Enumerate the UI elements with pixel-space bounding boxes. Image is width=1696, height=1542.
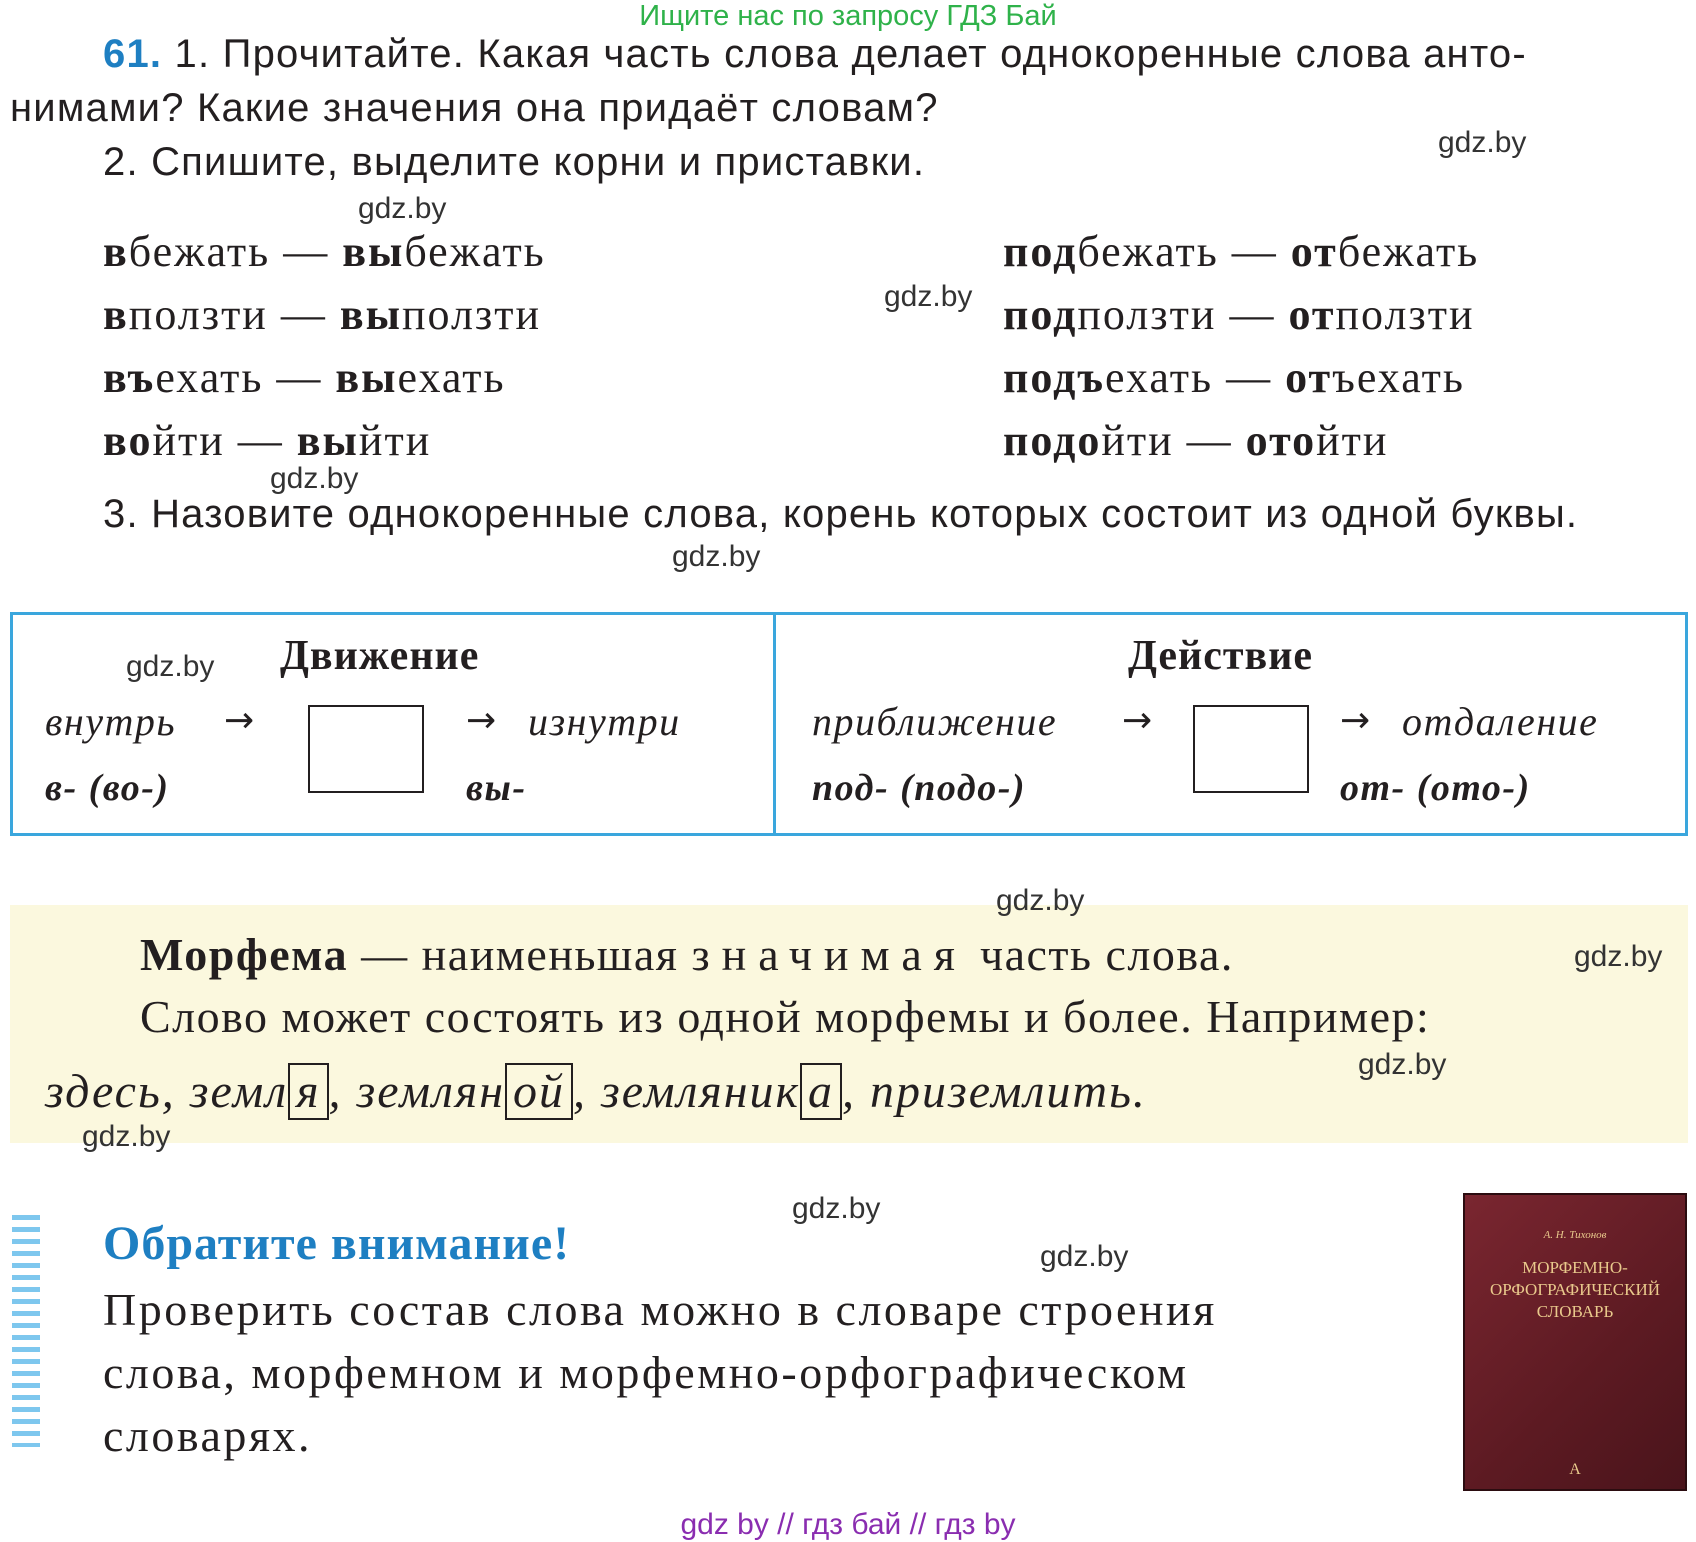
word-pair: подползти — отползти (1003, 290, 1475, 339)
arrow-right-icon: → (224, 700, 255, 741)
prefix-from-motion: в- (во-) (45, 767, 170, 809)
answer-box-motion[interactable] (308, 705, 424, 793)
note-title: Обратите внимание! (103, 1217, 571, 1270)
watermark: gdz.by (358, 192, 447, 225)
word-pair: въехать — выехать (103, 353, 506, 402)
watermark: gdz.by (996, 884, 1085, 917)
book-title: МОРФЕМНО- ОРФОГРАФИЧЕСКИЙ СЛОВАРЬ (1489, 1258, 1661, 1321)
task-line-3: 2. Спишите, выделите корни и приставки. (103, 140, 926, 184)
arrow-right-icon: → (1122, 700, 1153, 741)
table-heading-action: Действие (1128, 633, 1314, 679)
word-pair: подбежать — отбежать (1003, 227, 1480, 276)
word-pair: войти — выйти (103, 416, 432, 465)
table-divider (773, 612, 776, 836)
prefix-to-motion: вы- (466, 767, 527, 809)
morpheme-examples: здесь, земл я , землян ой , земляник а , приземлить. (45, 1065, 1147, 1118)
dictionary-book-image (1463, 1193, 1687, 1491)
note-stripes (12, 1215, 40, 1447)
footer-watermark: gdz by // гдз бай // гдз by (680, 1508, 1016, 1541)
watermark: gdz.by (270, 462, 359, 495)
task-line-2: нимами? Какие значения она придаёт словам? (10, 86, 939, 130)
arrow-right-icon: → (1340, 700, 1371, 741)
word-to-motion: изнутри (528, 699, 681, 744)
word-pair: подъехать — отъехать (1003, 353, 1465, 402)
example-word: земл (189, 1065, 289, 1118)
word-from-motion: внутрь (45, 699, 177, 744)
example-word: здесь (45, 1065, 162, 1118)
word-to-action: отдаление (1402, 699, 1599, 744)
task-line-1 (103, 32, 1527, 77)
watermark: gdz.by (1040, 1240, 1129, 1273)
example-word: приземлить (870, 1065, 1133, 1118)
ending-box: а (800, 1063, 842, 1120)
watermark: gdz.by (1358, 1048, 1447, 1081)
example-word: землян (356, 1065, 506, 1118)
note-body: Проверить состав слова можно в словаре строения слова, морфемном и морфемно-орфографическом словарях. (103, 1284, 1217, 1461)
task-line-4: 3. Назовите однокоренные слова, корень которых состоит из одной буквы. (103, 492, 1579, 536)
rule-line-2: Слово может состоять из одной морфемы и более. Например: (140, 991, 1431, 1042)
arrow-right-icon: → (466, 700, 497, 741)
watermark: gdz.by (1438, 126, 1527, 159)
word-pair-list-right (1003, 226, 1479, 478)
example-word: земляник (601, 1065, 801, 1118)
watermark: gdz.by (792, 1192, 881, 1225)
rule-term: Морфема (140, 929, 349, 980)
watermark: gdz.by (884, 280, 973, 313)
task-text-1: 1. Прочитайте. Какая часть слова делает однокоренные слова анто- (174, 32, 1527, 76)
word-from-action: приближение (812, 699, 1058, 744)
watermark: gdz.by (126, 650, 215, 683)
top-banner: Ищите нас по запросу ГДЗ Бай (639, 0, 1057, 32)
rule-definition: Морфема — наименьшая значимая часть слова. (140, 929, 1234, 980)
word-pair: вбежать — выбежать (103, 227, 546, 276)
word-pair: подойти — отойти (1003, 416, 1389, 465)
table-heading-motion: Движение (280, 633, 480, 679)
ending-box: я (288, 1063, 328, 1120)
prefix-from-action: под- (подо-) (812, 767, 1027, 809)
task-number: 61. (103, 32, 163, 76)
watermark: gdz.by (1574, 940, 1663, 973)
watermark: gdz.by (82, 1120, 171, 1153)
answer-box-action[interactable] (1193, 705, 1309, 793)
prefix-to-action: от- (ото-) (1340, 767, 1531, 809)
ending-box: ой (505, 1063, 573, 1120)
rule-emphasis: значимая (691, 929, 967, 980)
watermark: gdz.by (672, 540, 761, 573)
word-pair: вползти — выползти (103, 290, 542, 339)
book-logo-icon: A (1569, 1461, 1581, 1478)
book-author: А. Н. Тихонов (1543, 1229, 1607, 1241)
word-pair-list-left (103, 226, 546, 478)
